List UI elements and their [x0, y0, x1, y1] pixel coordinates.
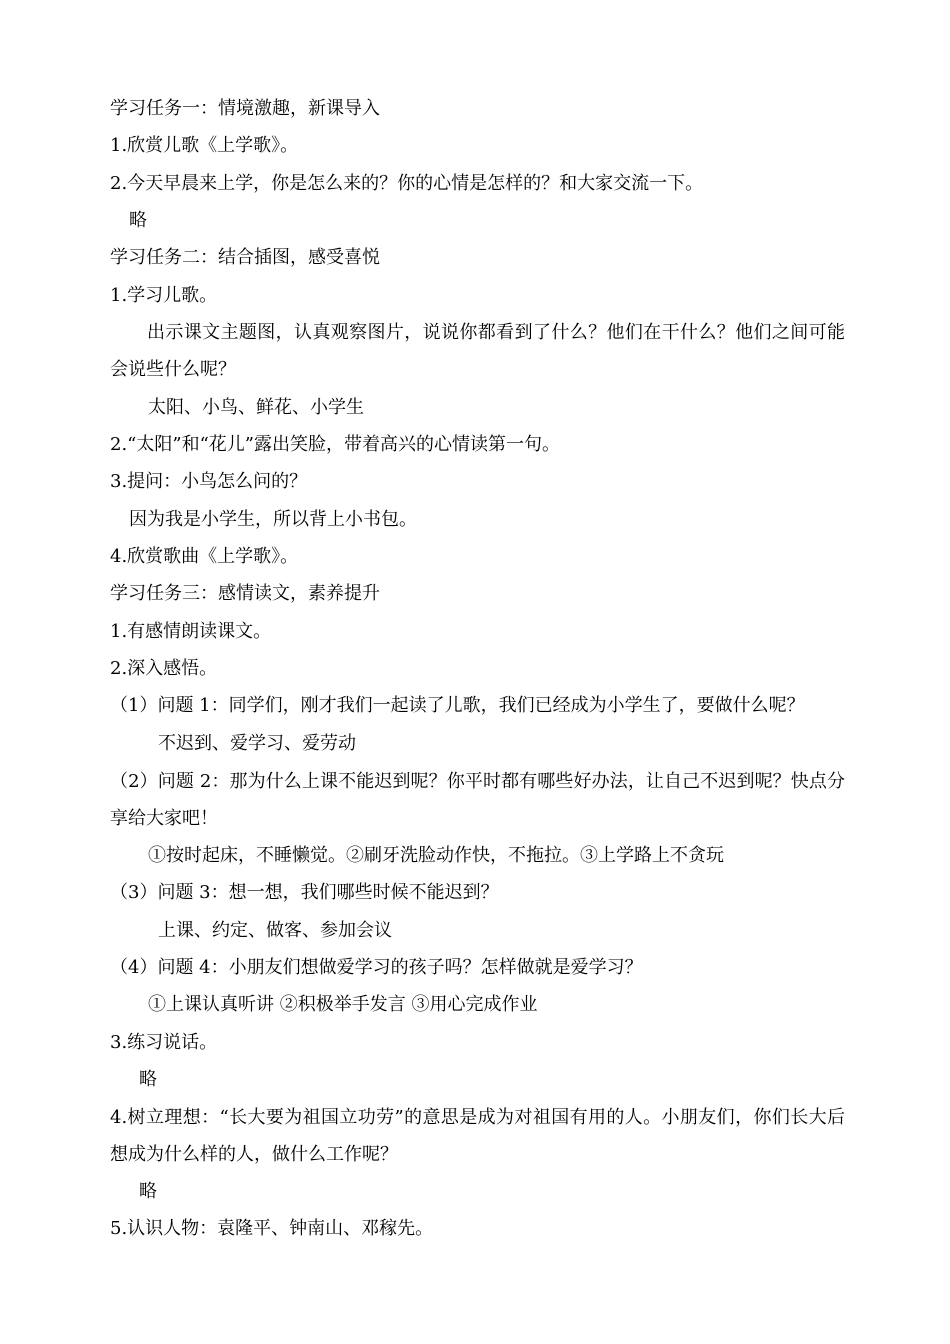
- task-one-item-1: 1.欣赏儿歌《上学歌》。: [110, 135, 299, 156]
- question-1-answer: 不迟到、爱学习、爱劳动: [158, 733, 356, 754]
- task-three-item-1: 1.有感情朗读课文。: [110, 621, 272, 642]
- task-two-item-2: 2.“太阳”和“花儿”露出笑脸，带着高兴的心情读第一句。: [110, 434, 560, 455]
- question-2-answer: ①按时起床，不睡懒觉。②刷牙洗脸动作快，不拖拉。③上学路上不贪玩: [148, 845, 724, 866]
- question-4: （4）问题 4：小朋友们想做爱学习的孩子吗？怎样做就是爱学习？: [110, 957, 643, 978]
- task-three-item-3: 3.练习说话。: [110, 1032, 218, 1053]
- task-three-item-4-answer: 略: [139, 1181, 157, 1202]
- task-three-item-5: 5.认识人物：袁隆平、钟南山、邓稼先。: [110, 1218, 434, 1239]
- task-one-answer: 略: [129, 210, 147, 231]
- task-two-instruction: 出示课文主题图，认真观察图片，说说你都看到了什么？他们在干什么？他们之间可能会说些什么呢？: [110, 322, 845, 380]
- question-1: （1）问题 1：同学们，刚才我们一起读了儿歌，我们已经成为小学生了，要做什么呢？: [110, 695, 805, 716]
- task-two-answer-3: 因为我是小学生，所以背上小书包。: [129, 509, 417, 530]
- task-two-item-4: 4.欣赏歌曲《上学歌》。: [110, 546, 299, 567]
- question-4-answer: ①上课认真听讲 ②积极举手发言 ③用心完成作业: [148, 994, 538, 1015]
- question-3: （3）问题 3：想一想，我们哪些时候不能迟到？: [110, 882, 499, 903]
- task-three-item-2: 2.深入感悟。: [110, 658, 218, 679]
- task-two-item-1: 1.学习儿歌。: [110, 285, 218, 306]
- question-3-answer: 上课、约定、做客、参加会议: [158, 920, 392, 941]
- task-three-item-3-answer: 略: [139, 1069, 157, 1090]
- task-two-item-3: 3.提问：小鸟怎么问的？: [110, 471, 308, 492]
- task-one-heading: 学习任务一：情境激趣，新课导入: [110, 98, 380, 119]
- task-two-answer-1: 太阳、小鸟、鲜花、小学生: [148, 397, 364, 418]
- question-2: （2）问题 2：那为什么上课不能迟到呢？你平时都有哪些好办法，让自己不迟到呢？快点分享给大家吧！: [110, 771, 845, 829]
- task-three-item-4: 4.树立理想：“长大要为祖国立功劳”的意思是成为对祖国有用的人。小朋友们，你们长大后想成为什么样的人，做什么工作呢？: [110, 1107, 845, 1165]
- task-one-item-2: 2.今天早晨来上学，你是怎么来的？你的心情是怎样的？和大家交流一下。: [110, 173, 704, 194]
- task-three-heading: 学习任务三：感情读文，素养提升: [110, 583, 380, 604]
- task-two-heading: 学习任务二：结合插图，感受喜悦: [110, 247, 380, 268]
